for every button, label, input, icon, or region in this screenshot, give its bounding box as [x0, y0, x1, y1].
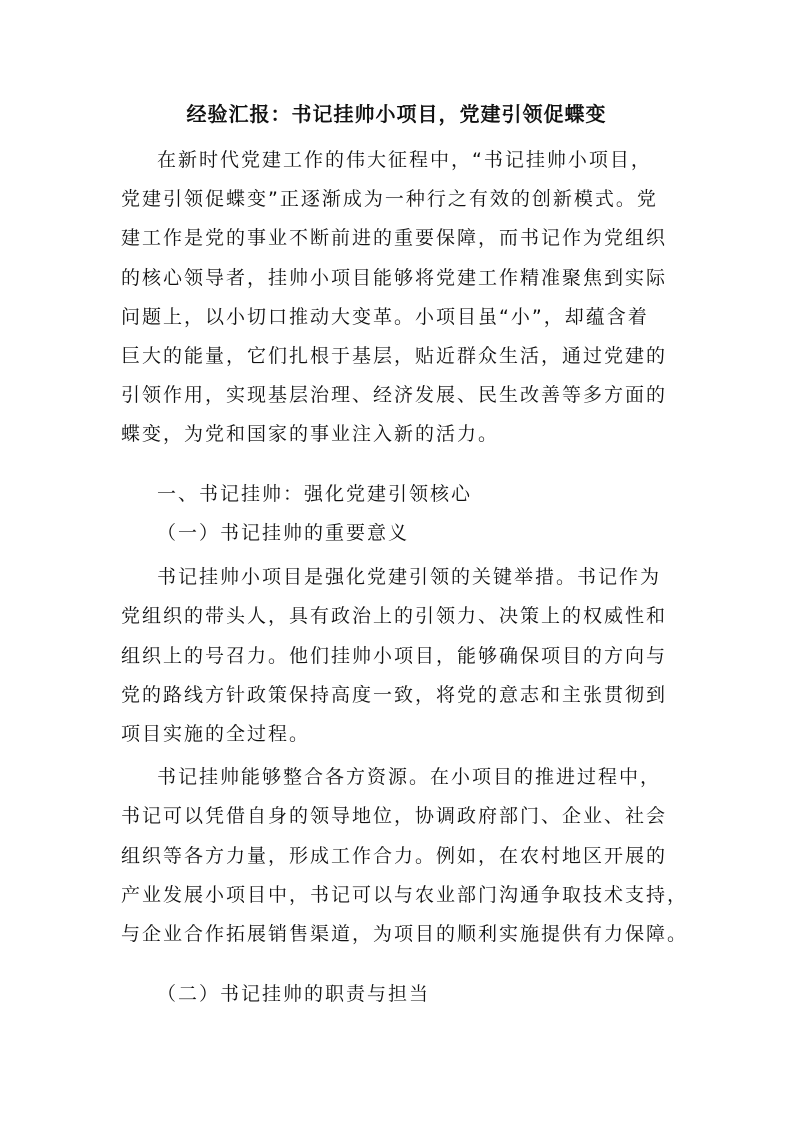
- paragraph-line: 巨大的能量，它们扎根于基层，贴近群众生活，通过党建的: [121, 345, 668, 367]
- paragraph-line: 书记可以凭借自身的领导地位，协调政府部门、企业、社会: [121, 805, 668, 827]
- paragraph-line: 引领作用，实现基层治理、经济发展、民生改善等多方面的: [121, 384, 668, 406]
- paragraph-line: 党的路线方针政策保持高度一致，将党的意志和主张贯彻到: [121, 684, 668, 706]
- paragraph-line: 建工作是党的事业不断前进的重要保障，而书记作为党组织: [121, 227, 668, 249]
- paragraph-line: 项目实施的全过程。: [121, 723, 311, 745]
- paragraph-line: 组织等各方力量，形成工作合力。例如，在农村地区开展的: [121, 845, 668, 867]
- paragraph-line: 组织上的号召力。他们挂帅小项目，能够确保项目的方向与: [121, 645, 668, 667]
- subsection-heading: （二）书记挂帅的职责与担当: [157, 983, 431, 1005]
- paragraph-line: 书记挂帅小项目是强化党建引领的关键举措。书记作为: [157, 566, 662, 588]
- subsection-heading: （一）书记挂帅的重要意义: [157, 522, 410, 544]
- paragraph-line: 蝶变，为党和国家的事业注入新的活力。: [121, 423, 500, 445]
- document-title: 经验汇报：书记挂帅小项目，党建引领促蝶变: [186, 102, 607, 126]
- paragraph-line: 与企业合作拓展销售渠道，为项目的顺利实施提供有力保障。: [121, 923, 689, 945]
- section-heading: 一、书记挂帅：强化党建引领核心: [157, 483, 473, 505]
- paragraph-line: 在新时代党建工作的伟大征程中，“书记挂帅小项目，: [157, 149, 652, 171]
- paragraph-line: 产业发展小项目中，书记可以与农业部门沟通争取技术支持，: [121, 884, 689, 906]
- paragraph-line: 党建引领促蝶变”正逐渐成为一种行之有效的创新模式。党: [121, 188, 658, 210]
- paragraph-line: 书记挂帅能够整合各方资源。在小项目的推进过程中，: [157, 766, 662, 788]
- paragraph-line: 的核心领导者，挂帅小项目能够将党建工作精准聚焦到实际: [121, 267, 668, 289]
- paragraph-line: 党组织的带头人，具有政治上的引领力、决策上的权威性和: [121, 605, 668, 627]
- paragraph-line: 问题上，以小切口推动大变革。小项目虽“小”，却蕴含着: [121, 306, 649, 328]
